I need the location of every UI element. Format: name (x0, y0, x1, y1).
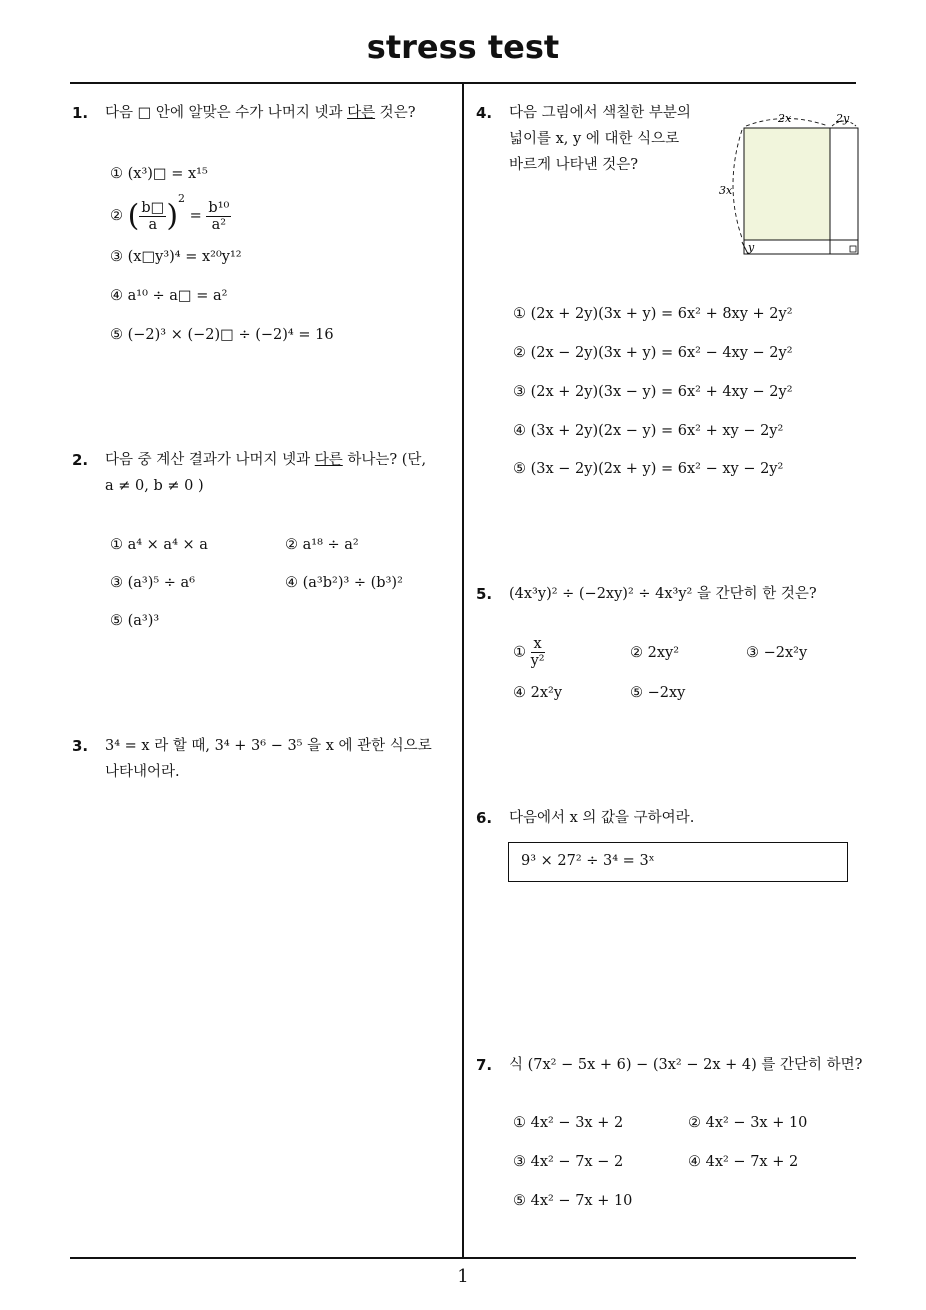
area-figure (716, 106, 866, 262)
question-number: 4. (476, 104, 493, 122)
option-1[interactable]: ① (x³)□ = x¹⁵ (110, 166, 208, 182)
equation-text: 9³ × 27² ÷ 3⁴ = 3ˣ (521, 853, 655, 869)
question-stem: 다음에서 x 의 값을 구하여라. (509, 810, 695, 826)
question-stem: 3⁴ = x 라 할 때, 3⁴ + 3⁶ − 3⁵ 을 x 에 관한 식으로 (105, 738, 432, 754)
question-number: 2. (72, 451, 89, 469)
option-4[interactable]: ④ (3x + 2y)(2x − y) = 6x² + xy − 2y² (513, 423, 784, 439)
question-stem-line2: a ≠ 0, b ≠ 0 ) (105, 478, 204, 494)
option-5[interactable]: ⑤ (a³)³ (110, 613, 160, 629)
option-2[interactable]: ② 2xy² (630, 645, 680, 661)
option-2[interactable]: ② a¹⁸ ÷ a² (285, 537, 359, 553)
question-stem-line2: 나타내어라. (105, 764, 180, 780)
question-stem: 다음 그림에서 색칠한 부분의 (509, 105, 691, 121)
bottom-strip (744, 240, 858, 254)
question-stem: 다음 중 계산 결과가 나머지 넷과 다른 하나는? (단, (105, 452, 427, 468)
option-1[interactable]: ① 4x² − 3x + 2 (513, 1115, 624, 1131)
option-1[interactable]: ① (2x + 2y)(3x + y) = 6x² + 8xy + 2y² (513, 306, 793, 322)
question-stem: (4x³y)² ÷ (−2xy)² ÷ 4x³y² 을 간단히 한 것은? (509, 586, 817, 602)
option-1[interactable]: ① $\frac{x}{\text{y²}}$ (513, 636, 545, 669)
option-4[interactable]: ④ 4x² − 7x + 2 (688, 1154, 799, 1170)
equation-box (508, 842, 848, 882)
option-2[interactable]: ② 4x² − 3x + 10 (688, 1115, 808, 1131)
question-stem: 식 (7x² − 5x + 6) − (3x² − 2x + 4) 를 간단히 하면? (509, 1057, 863, 1073)
option-3[interactable]: ③ −2x²y (746, 645, 808, 661)
shaded-region (744, 128, 830, 240)
option-3[interactable]: ③ 4x² − 7x − 2 (513, 1154, 624, 1170)
label-3x: 3x (719, 184, 733, 197)
right-strip (830, 128, 858, 240)
label-y: y (748, 241, 755, 254)
label-2y: 2y (836, 112, 850, 125)
option-5[interactable]: ⑤ (−2)³ × (−2)□ ÷ (−2)⁴ = 16 (110, 327, 334, 343)
label-2x: 2x (778, 112, 792, 125)
question-number: 1. (72, 104, 89, 122)
page-title: stress test (366, 28, 560, 66)
question-number: 7. (476, 1056, 493, 1074)
question-number: 5. (476, 585, 493, 603)
question-stem: 다음 □ 안에 알맞은 수가 나머지 넷과 다른 것은? (105, 105, 416, 121)
bottom-rule (70, 1257, 856, 1259)
option-3[interactable]: ③ (2x + 2y)(3x − y) = 6x² + 4xy − 2y² (513, 384, 793, 400)
question-number: 3. (72, 737, 89, 755)
page-number: 1 (457, 1266, 469, 1287)
question-stem-line2: 넓이를 x, y 에 대한 식으로 (509, 131, 680, 147)
option-5[interactable]: ⑤ −2xy (630, 685, 686, 701)
option-4[interactable]: ④ (a³b²)³ ÷ (b³)² (285, 575, 403, 591)
option-2[interactable]: ② (2x − 2y)(3x + y) = 6x² − 4xy − 2y² (513, 345, 793, 361)
option-1[interactable]: ① a⁴ × a⁴ × a (110, 537, 208, 553)
option-4[interactable]: ④ a¹⁰ ÷ a□ = a² (110, 288, 228, 304)
option-3[interactable]: ③ (a³)⁵ ÷ a⁶ (110, 575, 196, 591)
option-4[interactable]: ④ 2x²y (513, 685, 563, 701)
option-5[interactable]: ⑤ 4x² − 7x + 10 (513, 1193, 633, 1209)
option-2[interactable]: ② ( $\frac{b□}{a}$ )$^2$ = $\frac{\text{b¹⁰}}{\text{a²}}$ (110, 192, 230, 234)
option-5[interactable]: ⑤ (3x − 2y)(2x + y) = 6x² − xy − 2y² (513, 461, 784, 477)
dim-arc-left (733, 130, 742, 238)
option-3[interactable]: ③ (x□y³)⁴ = x²⁰y¹² (110, 249, 242, 265)
question-stem-line3: 바르게 나타낸 것은? (509, 157, 639, 173)
column-divider (462, 84, 464, 1258)
question-number: 6. (476, 809, 493, 827)
